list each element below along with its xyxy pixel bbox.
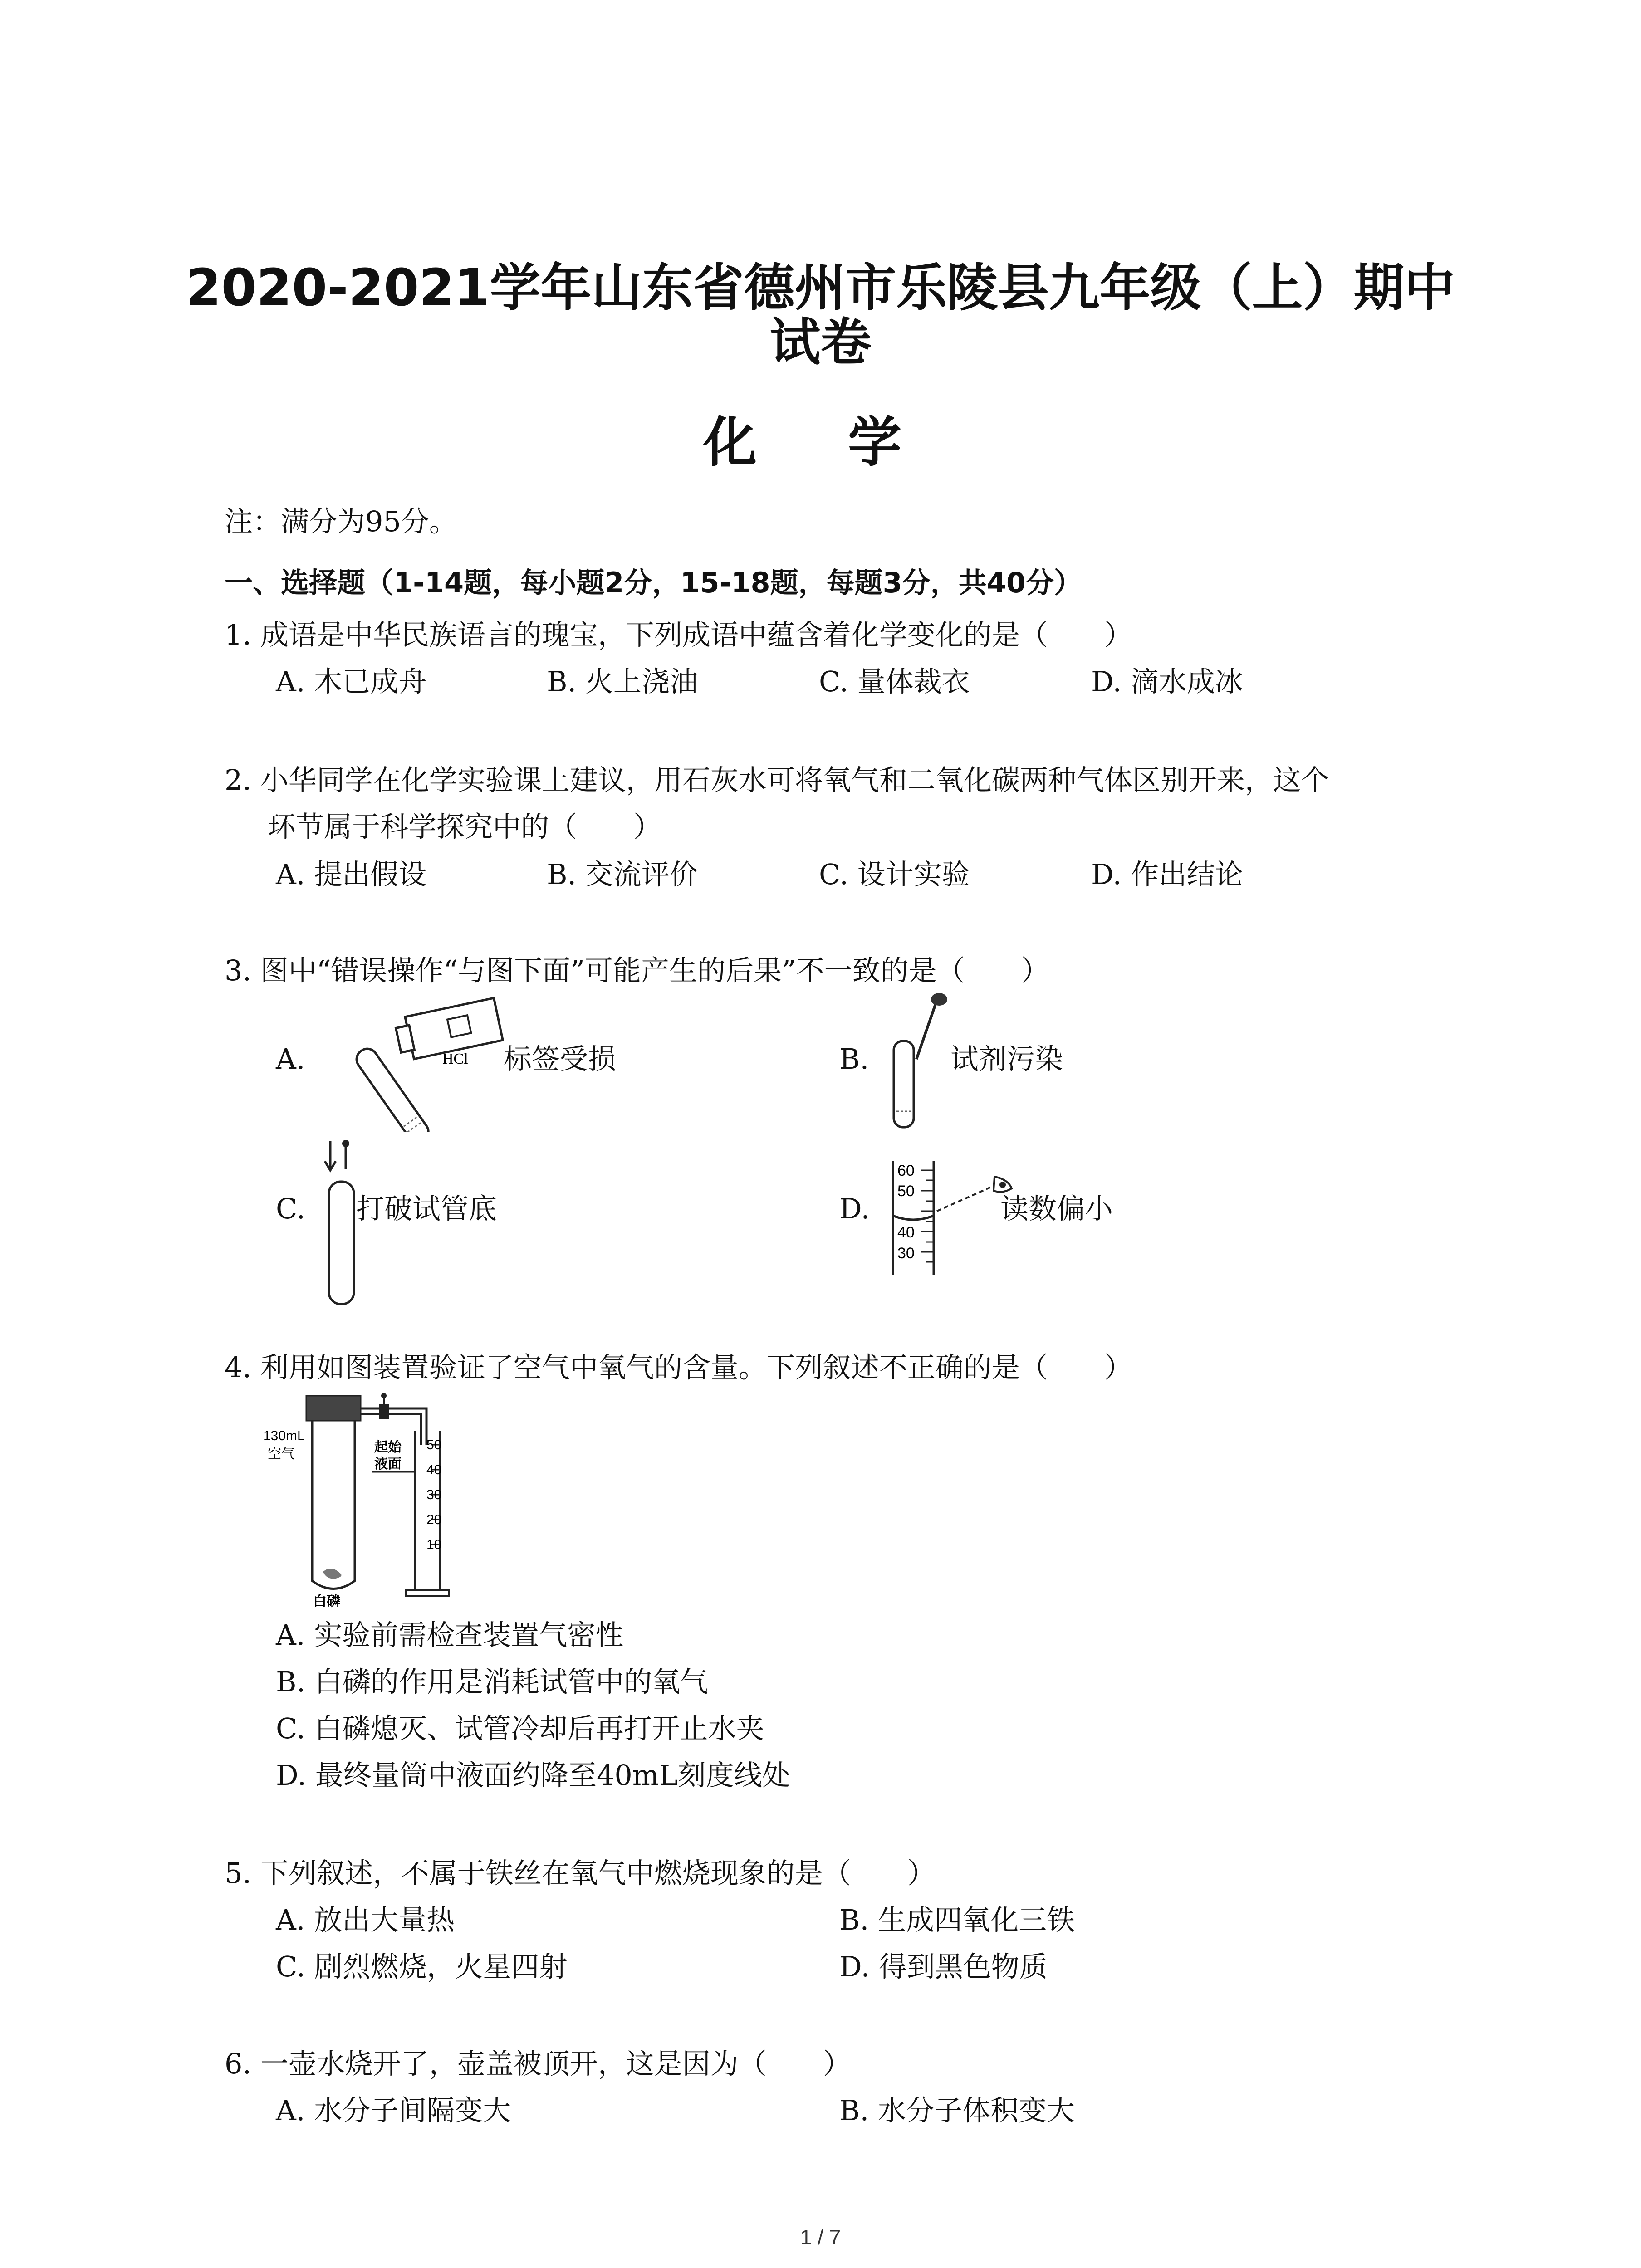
question-2-option-a: A. 提出假设: [276, 858, 427, 891]
white-phosphorus-label: 白磷: [313, 1593, 340, 1608]
question-2-option-b: B. 交流评价: [547, 858, 698, 891]
question-1-option-d: D. 滴水成冰: [1091, 665, 1243, 698]
question-5-option-a: A. 放出大量热: [276, 1903, 455, 1936]
cylinder-tick-50: 50: [426, 1437, 442, 1452]
question-4-option-d: D. 最终量筒中液面约降至40mL刻度线处: [276, 1759, 790, 1792]
question-6-stem: 6. 一壶水烧开了，壶盖被顶开，这是因为（ ）: [225, 2047, 851, 2080]
cylinder-tick-20: 20: [426, 1512, 442, 1527]
question-1-option-a: A. 木已成舟: [276, 665, 427, 698]
cylinder-tick-60: 60: [897, 1162, 915, 1179]
question-4-option-a: A. 实验前需检查装置气密性: [276, 1618, 624, 1652]
question-2-stem-line2: 环节属于科学探究中的（ ）: [268, 810, 662, 843]
reagent-bottle-pouring-figure: [318, 996, 508, 1132]
section-heading: 一、选择题（1-14题，每小题2分，15-18题，每题3分，共40分）: [225, 566, 1083, 599]
hcl-label: HCl: [442, 1051, 468, 1067]
exam-title-line2: 试卷: [769, 313, 872, 372]
cylinder-tick-30: 30: [897, 1245, 915, 1262]
score-note: 注：满分为95分。: [225, 505, 457, 538]
question-3-caption-a: 标签受损: [504, 1042, 617, 1075]
question-5-stem: 5. 下列叙述，不属于铁丝在氧气中燃烧现象的是（ ）: [225, 1857, 936, 1890]
question-2-stem-line1: 2. 小华同学在化学实验课上建议，用石灰水可将氧气和二氧化碳两种气体区别开来，这个: [225, 763, 1329, 797]
question-3-letter-a: A.: [276, 1042, 305, 1075]
question-5-option-d: D. 得到黑色物质: [839, 1950, 1048, 1983]
subject-heading: 化 学: [703, 411, 938, 474]
question-1-option-b: B. 火上浇油: [547, 665, 698, 698]
question-1-option-c: C. 量体裁衣: [819, 665, 970, 698]
question-3-letter-c: C.: [276, 1192, 305, 1225]
question-5-option-c: C. 剧烈燃烧，火星四射: [276, 1950, 568, 1983]
oxygen-content-apparatus-figure: [263, 1390, 504, 1608]
question-3-stem: 3. 图中“错误操作“与图下面”可能产生的后果”不一致的是（ ）: [225, 954, 1049, 987]
question-3-caption-d: 读数偏小: [1000, 1192, 1113, 1225]
question-6-option-a: A. 水分子间隔变大: [276, 2094, 511, 2127]
start-level-label-line2: 液面: [374, 1456, 402, 1472]
question-3-caption-c: 打破试管底: [356, 1192, 497, 1225]
question-6-option-b: B. 水分子体积变大: [839, 2094, 1075, 2127]
cylinder-tick-50: 50: [897, 1183, 915, 1200]
question-2-option-c: C. 设计实验: [819, 858, 970, 891]
question-1-stem: 1. 成语是中华民族语言的瑰宝，下列成语中蕴含着化学变化的是（ ）: [225, 618, 1132, 651]
question-5-option-b: B. 生成四氧化三铁: [839, 1903, 1075, 1936]
question-3-letter-b: B.: [839, 1042, 869, 1075]
exam-title-line1: 2020-2021学年山东省德州市乐陵县九年级（上）期中: [186, 259, 1455, 318]
cylinder-tick-30: 30: [426, 1487, 442, 1502]
question-3-letter-d: D.: [839, 1192, 870, 1225]
page-number: 1 / 7: [800, 2225, 841, 2249]
air-label: 空气: [268, 1446, 295, 1462]
cylinder-tick-40: 40: [897, 1224, 915, 1241]
question-3-caption-b: 试剂污染: [950, 1042, 1063, 1075]
question-2-option-d: D. 作出结论: [1091, 858, 1243, 891]
question-4-option-c: C. 白磷熄灭、试管冷却后再打开止水夹: [276, 1712, 764, 1745]
cylinder-tick-10: 10: [426, 1537, 442, 1552]
question-4-option-b: B. 白磷的作用是消耗试管中的氧气: [276, 1665, 708, 1698]
cylinder-tick-40: 40: [426, 1462, 442, 1477]
start-level-label-line1: 起始: [374, 1439, 402, 1455]
question-4-stem: 4. 利用如图装置验证了空气中氧气的含量。下列叙述不正确的是（ ）: [225, 1351, 1132, 1384]
air-volume-label: 130mL: [263, 1428, 305, 1443]
